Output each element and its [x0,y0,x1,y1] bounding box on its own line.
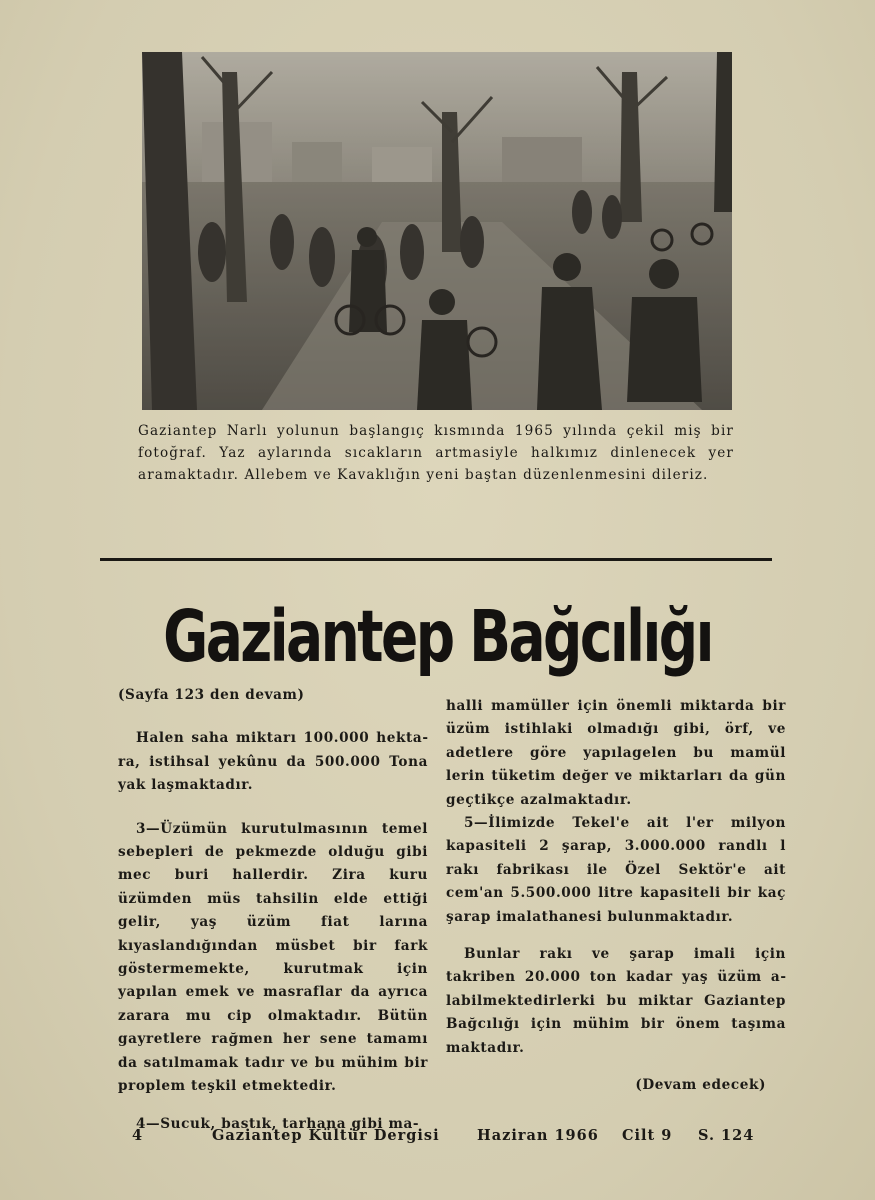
volume-number: Cilt 9 [622,1127,673,1144]
issue-date: Haziran 1966 [477,1127,599,1144]
paragraph: Halen saha miktarı 100.000 hektara, istihsal yekûnu da 500.000 Tona yak laşmaktadır. [118,730,428,794]
paragraph: 4—Sucuk, bastık, tarhana gibi ma- [136,1115,420,1132]
issue-number: S. 124 [698,1127,755,1144]
article-headline: Gaziantep Bağcılığı [163,596,712,679]
continued-note: (Devam edecek) [635,1077,766,1094]
paragraph: 5—İlimizde Tekel'e ait l'er milyon kapasiteli 2 şarap, 3.000.000 randlı l rakı fabrikası ile Özel Sektör'e ait cem'an 5.500.000 litre kapasiteli bir kaç şarap imalathanesi bulunmaktadır. [446,815,786,925]
continuation-note: (Sayfa 123 den devam) [118,687,305,703]
section-divider [100,558,772,561]
magazine-name: Gaziantep Kültür Dergisi [212,1127,440,1144]
photo-illustration [142,52,732,410]
page-number: 4 [132,1127,144,1144]
paragraph: halli mamüller için önemli miktarda bir üzüm istihlaki olmadığı gibi, örf, ve adetlere göre yapılagelen bu mamül lerin tüketim değer ve miktarları da gün geçtikçe azalmaktadır. [446,698,786,808]
page-footer [0,1127,875,1149]
article-column-left [118,684,428,1136]
photo-caption: Gaziantep Narlı yolunun başlangıç kısmında 1965 yılında çekil miş bir fotoğraf. Yaz aylarında sıcakların artmasiyle halkımız dinlenecek yer aramaktadır. Allebem ve Kavaklığın yeni baştan düzenlenmesini dileriz. [138,423,734,483]
paragraph: 3—Üzümün kurutulmasının temel sebepleri de pekmezde olduğu gibi mec buri hallerdir. Zira kuru üzümden müs tahsilin elde ettiği gelir, yaş üzüm fiat larına kıyaslandığından müsbet bir fark göstermemekte, kurutmak için yapılan emek ve masraflar da ayrıca zarara mu cip olmaktadır. Bütün gayretlere rağmen her sene tamamı da satılmamak tadır ve bu mühim bir proplem teşkil etmektedir. [118,820,428,1095]
article-column-right [446,695,786,1098]
street-photograph [142,52,732,410]
paragraph: Bunlar rakı ve şarap imali için takriben 20.000 ton kadar yaş üzüm alabilmektedirlerki bu miktar Gaziantep Bağcılığı için mühim bir önem taşıma maktadır. [446,946,786,1056]
